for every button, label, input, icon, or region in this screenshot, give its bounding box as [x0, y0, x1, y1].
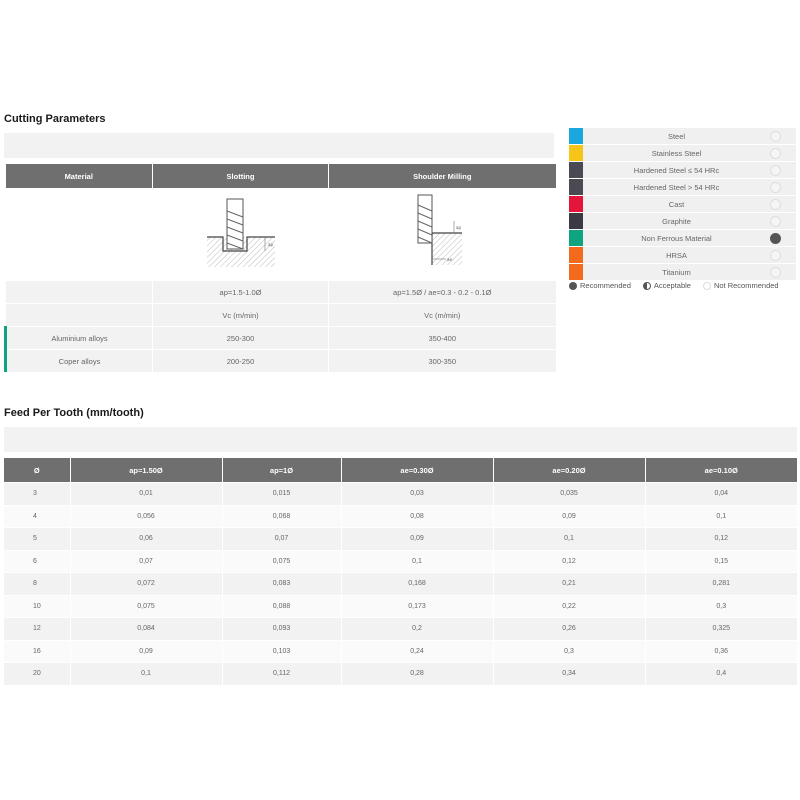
rating-dot-icon [770, 131, 781, 142]
shoulder-milling-diagram [329, 188, 556, 281]
table-cell: 0,3 [493, 640, 645, 663]
table-cell: 0,03 [341, 483, 493, 506]
rating-dot-icon [770, 182, 781, 193]
table-cell: 20 [4, 663, 70, 685]
material-color-swatch [569, 230, 583, 246]
unit-row [6, 304, 556, 327]
table-cell: 0,168 [341, 573, 493, 596]
material-name: Coper alloys [6, 350, 153, 373]
table-cell: 12 [4, 618, 70, 641]
table-cell: 0,1 [645, 505, 797, 528]
shoulder-unit: Vc (m/min) [329, 304, 556, 327]
list-item: Cast [569, 196, 796, 213]
table-cell: 0,24 [341, 640, 493, 663]
rating-dot-icon [770, 216, 781, 227]
table-cell: 5 [4, 528, 70, 551]
table-cell: 0,1 [341, 550, 493, 573]
shoulder-vc: 300-350 [329, 350, 556, 373]
table-row [6, 327, 556, 350]
table-cell: 0,088 [222, 595, 341, 618]
slotting-vc: 250-300 [153, 327, 329, 350]
list-item: Titanium [569, 264, 796, 281]
cutting-parameters-filter-bar [4, 133, 554, 158]
table-cell: 0,01 [70, 483, 222, 506]
table-header-row [4, 458, 797, 483]
table-header-row [6, 164, 556, 188]
list-item: Hardened Steel ≤ 54 HRc [569, 162, 796, 179]
table-cell: 0,09 [341, 528, 493, 551]
rating-dot-icon [770, 199, 781, 210]
slotting-unit: Vc (m/min) [153, 304, 329, 327]
table-cell: 0,28 [341, 663, 493, 685]
shoulder-params: ap=1.5Ø / ae=0.3 - 0.2 - 0.1Ø [329, 281, 556, 304]
table-cell: 0,15 [645, 550, 797, 573]
table-cell: 0,06 [70, 528, 222, 551]
feed-table-body [4, 483, 797, 685]
feed-filter-bar [4, 427, 797, 452]
diagram-row [6, 188, 556, 281]
legend-recommended: Recommended [569, 281, 631, 290]
acceptable-icon [643, 282, 651, 290]
table-cell: 0,075 [222, 550, 341, 573]
cutting-parameters-table [4, 164, 556, 372]
table-cell: 0,325 [645, 618, 797, 641]
material-color-swatch [569, 179, 583, 195]
rating-dot-icon [770, 165, 781, 176]
legend-not-recommended: Not Recommended [703, 281, 779, 290]
table-cell: 0,34 [493, 663, 645, 685]
header-ae-010: ae=0.10Ø [645, 458, 797, 483]
table-cell: 0,035 [493, 483, 645, 506]
table-cell: 0,093 [222, 618, 341, 641]
table-cell: 0,07 [70, 550, 222, 573]
header-material: Material [6, 164, 153, 188]
table-cell: 0,103 [222, 640, 341, 663]
table-cell: 0,015 [222, 483, 341, 506]
table-cell: 0,056 [70, 505, 222, 528]
list-item: Hardened Steel > 54 HRc [569, 179, 796, 196]
legend-acceptable: Acceptable [643, 281, 691, 290]
header-shoulder-milling: Shoulder Milling [329, 164, 556, 188]
shoulder-vc: 350-400 [329, 327, 556, 350]
header-ae-030: ae=0.30Ø [341, 458, 493, 483]
material-color-swatch [569, 128, 583, 144]
table-cell: 0,2 [341, 618, 493, 641]
slotting-vc: 200-250 [153, 350, 329, 373]
table-cell: 0,072 [70, 573, 222, 596]
table-cell: 0,12 [493, 550, 645, 573]
table-row [6, 350, 556, 373]
svg-text:ap: ap [267, 242, 273, 247]
table-cell: 10 [4, 595, 70, 618]
table-cell: 0,4 [645, 663, 797, 685]
table-row [4, 483, 797, 506]
table-cell: 0,09 [493, 505, 645, 528]
table-cell: 0,12 [645, 528, 797, 551]
table-cell: 0,21 [493, 573, 645, 596]
shoulder-milling-diagram-icon [406, 193, 478, 273]
table-row [4, 663, 797, 685]
table-cell: 0,112 [222, 663, 341, 685]
table-cell: 0,36 [645, 640, 797, 663]
table-cell: 4 [4, 505, 70, 528]
header-ae-020: ae=0.20Ø [493, 458, 645, 483]
table-cell: 6 [4, 550, 70, 573]
header-ap-1: ap=1Ø [222, 458, 341, 483]
material-name: Aluminium alloys [6, 327, 153, 350]
header-slotting: Slotting [153, 164, 329, 188]
header-diameter: Ø [4, 458, 70, 483]
material-color-swatch [569, 145, 583, 161]
header-ap-150: ap=1.50Ø [70, 458, 222, 483]
list-item: Non Ferrous Material [569, 230, 796, 247]
material-suitability-list [569, 128, 796, 281]
table-cell: 0,068 [222, 505, 341, 528]
table-cell: 0,07 [222, 528, 341, 551]
rating-dot-icon [770, 233, 781, 244]
table-row [4, 505, 797, 528]
rating-dot-icon [770, 148, 781, 159]
table-row [4, 618, 797, 641]
slotting-diagram [153, 188, 329, 281]
table-cell: 0,22 [493, 595, 645, 618]
feed-per-tooth-title: Feed Per Tooth (mm/tooth) [4, 407, 144, 419]
table-cell: 16 [4, 640, 70, 663]
table-cell: 0,083 [222, 573, 341, 596]
table-cell: 0,04 [645, 483, 797, 506]
list-item: HRSA [569, 247, 796, 264]
slotting-params: ap=1.5-1.0Ø [153, 281, 329, 304]
table-cell: 0,173 [341, 595, 493, 618]
table-cell: 3 [4, 483, 70, 506]
not-recommended-icon [703, 282, 711, 290]
feed-per-tooth-table [4, 458, 797, 685]
material-color-swatch [569, 264, 583, 280]
svg-text:ap: ap [456, 225, 461, 230]
cutting-parameters-title: Cutting Parameters [4, 113, 106, 125]
table-cell: 0,1 [70, 663, 222, 685]
list-item: Stainless Steel [569, 145, 796, 162]
table-cell: 0,3 [645, 595, 797, 618]
material-color-swatch [569, 196, 583, 212]
table-cell: 0,084 [70, 618, 222, 641]
table-row [4, 550, 797, 573]
table-cell: 0,26 [493, 618, 645, 641]
param-row [6, 281, 556, 304]
table-cell: 0,08 [341, 505, 493, 528]
table-row [4, 573, 797, 596]
list-item: Steel [569, 128, 796, 145]
material-color-swatch [569, 162, 583, 178]
table-row [4, 595, 797, 618]
rating-dot-icon [770, 267, 781, 278]
rating-legend [569, 281, 791, 290]
table-cell: 0,1 [493, 528, 645, 551]
list-item: Graphite [569, 213, 796, 230]
svg-text:ae: ae [447, 257, 452, 262]
slotting-diagram-icon [205, 197, 277, 269]
recommended-icon [569, 282, 577, 290]
table-row [4, 528, 797, 551]
material-color-swatch [569, 247, 583, 263]
table-cell: 8 [4, 573, 70, 596]
rating-dot-icon [770, 250, 781, 261]
table-cell: 0,075 [70, 595, 222, 618]
table-cell: 0,281 [645, 573, 797, 596]
table-row [4, 640, 797, 663]
table-cell: 0,09 [70, 640, 222, 663]
material-color-swatch [569, 213, 583, 229]
